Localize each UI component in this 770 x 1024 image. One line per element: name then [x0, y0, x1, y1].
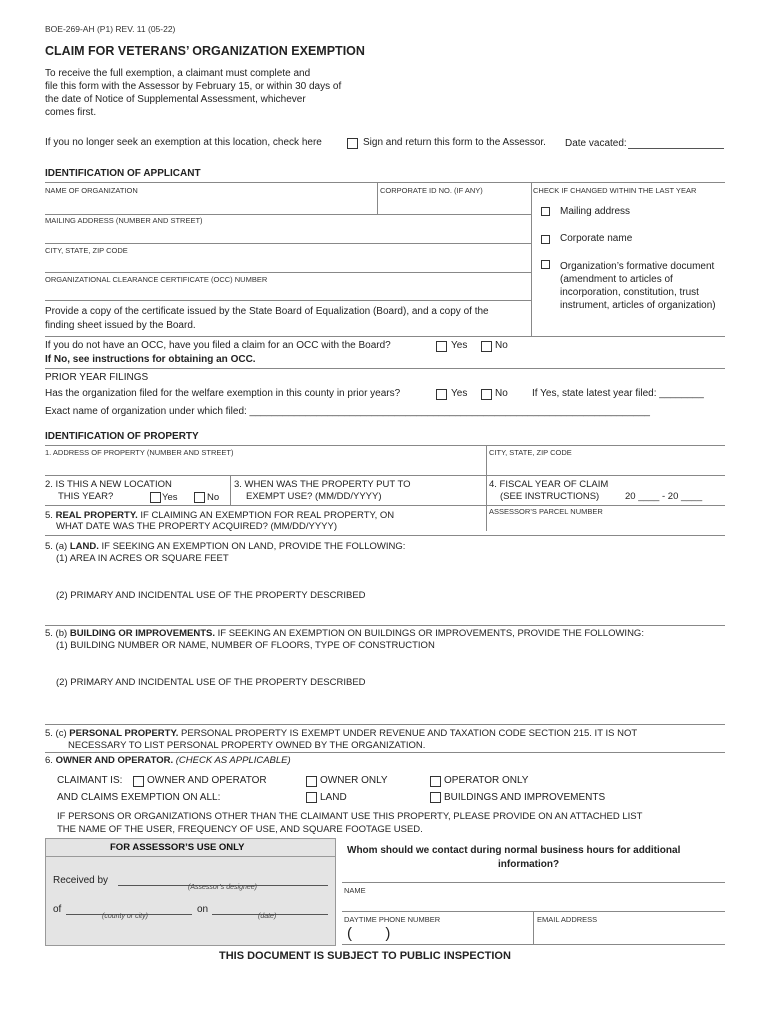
q5a-pre: 5. (a): [45, 541, 68, 552]
intro-line: file this form with the Assessor by February 15, or within 30 days of: [45, 81, 342, 92]
form-title: CLAIM FOR VETERANS’ ORGANIZATION EXEMPTION: [45, 44, 365, 58]
q5b-2-field[interactable]: [56, 690, 722, 722]
buildings-label: BUILDINGS AND IMPROVEMENTS: [444, 792, 606, 803]
q5b-1-field[interactable]: [56, 654, 722, 676]
claims-all-label: AND CLAIMS EXEMPTION ON ALL:: [57, 792, 221, 803]
divider: [45, 272, 531, 273]
land-checkbox[interactable]: [306, 792, 317, 803]
divider: [45, 336, 725, 337]
property-heading: IDENTIFICATION OF PROPERTY: [45, 431, 199, 442]
operator-only-label: OPERATOR ONLY: [444, 775, 529, 786]
prior-yes-checkbox[interactable]: [436, 389, 447, 400]
land-label: LAND: [320, 792, 347, 803]
q5-num: 5.: [45, 510, 53, 521]
q5a-bold: LAND.: [69, 541, 99, 552]
divider: [45, 243, 531, 244]
corporate-changed-label: Corporate name: [560, 233, 633, 244]
q5c-bold: PERSONAL PROPERTY.: [69, 728, 179, 739]
property-city-label: CITY, STATE, ZIP CODE: [489, 448, 572, 457]
q5c-rest: PERSONAL PROPERTY IS EXEMPT UNDER REVENUE AND TAXATION CODE SECTION 215. IT IS NOT: [181, 728, 638, 739]
q5a-1-field[interactable]: [56, 566, 722, 586]
mailing-changed-label: Mailing address: [560, 206, 631, 217]
county-caption: (county or city): [102, 913, 148, 920]
occ-field[interactable]: [45, 285, 529, 299]
prior-heading: PRIOR YEAR FILINGS: [45, 372, 149, 383]
divider: [45, 856, 336, 857]
q2-no-label: No: [207, 492, 220, 503]
q2-no-checkbox[interactable]: [194, 492, 205, 503]
q2-yes-checkbox[interactable]: [150, 492, 161, 503]
divider: [342, 944, 725, 945]
divider: [45, 182, 725, 183]
q3-line1: 3. WHEN WAS THE PROPERTY PUT TO: [234, 479, 411, 490]
occ-label: ORGANIZATIONAL CLEARANCE CERTIFICATE (OCC) NUMBER: [45, 275, 268, 284]
q5-rest: IF CLAIMING AN EXEMPTION FOR REAL PROPERTY, ON: [140, 510, 395, 521]
occ-yes-label: Yes: [451, 340, 468, 351]
divider: [45, 300, 531, 301]
date-vacated-line[interactable]: [628, 148, 724, 149]
q6-header: [45, 756, 291, 766]
divider: [533, 911, 534, 944]
divider: [45, 724, 725, 725]
email-field[interactable]: [537, 926, 722, 942]
owner-only-label: OWNER ONLY: [320, 775, 388, 786]
prior-exact-name[interactable]: Exact name of organization under which filed: ________________________________________________________________________: [45, 406, 650, 417]
check-changed-label: CHECK IF CHANGED WITHIN THE LAST YEAR: [533, 186, 697, 195]
phone-field[interactable]: ( ): [347, 925, 391, 942]
public-inspection-notice: THIS DOCUMENT IS SUBJECT TO PUBLIC INSPECTION: [219, 950, 511, 962]
no-longer-text: If you no longer seek an exemption at this location, check here: [45, 137, 322, 148]
other-users-line1: IF PERSONS OR ORGANIZATIONS OTHER THAN THE CLAIMANT USE THIS PROPERTY, PLEASE PROVIDE ON AN ATTACHED LIST: [57, 811, 643, 822]
divider: [45, 445, 725, 446]
contact-name-field[interactable]: [344, 896, 722, 910]
intro-paragraph: [45, 67, 367, 119]
divider: [45, 368, 725, 369]
on-label: on: [197, 904, 209, 915]
q5c-header: [45, 729, 637, 739]
operator-only-checkbox[interactable]: [430, 776, 441, 787]
no-longer-checkbox[interactable]: [347, 138, 358, 149]
applicant-heading: IDENTIFICATION OF APPLICANT: [45, 168, 201, 179]
email-label: EMAIL ADDRESS: [537, 915, 598, 924]
received-by-label: Received by: [53, 875, 109, 886]
provide-copy-line: Provide a copy of the certificate issued by the State Board of Equalization (Board), and a copy of the: [45, 306, 489, 317]
intro-line: To receive the full exemption, a claimant must complete and: [45, 68, 311, 79]
assessor-box: [45, 838, 336, 946]
property-address-field[interactable]: [45, 458, 485, 474]
q6-bold: OWNER AND OPERATOR.: [55, 755, 174, 766]
mailing-label: MAILING ADDRESS (NUMBER AND STREET): [45, 216, 203, 225]
org-name-field[interactable]: [45, 196, 375, 212]
formative-changed-checkbox[interactable]: [541, 260, 550, 269]
prior-no-label: No: [495, 388, 508, 399]
q5a-2: (2) PRIMARY AND INCIDENTAL USE OF THE PROPERTY DESCRIBED: [56, 590, 366, 601]
q5-line2: WHAT DATE WAS THE PROPERTY ACQUIRED? (MM/DD/YYYY): [56, 521, 337, 532]
other-users-line2: THE NAME OF THE USER, FREQUENCY OF USE, AND SQUARE FOOTAGE USED.: [57, 824, 423, 835]
divider: [230, 475, 231, 505]
divider: [45, 475, 725, 476]
phone-label: DAYTIME PHONE NUMBER: [344, 915, 441, 924]
no-longer-text2: Sign and return this form to the Assessor.: [363, 137, 546, 148]
formative-line: Organization’s formative document: [560, 261, 715, 272]
formative-changed-label: [560, 260, 725, 312]
prior-yes-label: Yes: [451, 388, 468, 399]
divider: [45, 214, 531, 215]
q5a-rest: IF SEEKING AN EXEMPTION ON LAND, PROVIDE THE FOLLOWING:: [101, 541, 406, 552]
q2-line2: THIS YEAR?: [58, 491, 114, 502]
property-address-label: 1. ADDRESS OF PROPERTY (NUMBER AND STREET): [45, 448, 234, 457]
q5-bold: REAL PROPERTY.: [55, 510, 138, 521]
formative-line: incorporation, constitution, trust: [560, 287, 699, 298]
q5b-rest: IF SEEKING AN EXEMPTION ON BUILDINGS OR IMPROVEMENTS, PROVIDE THE FOLLOWING:: [217, 628, 644, 639]
divider: [45, 752, 725, 753]
intro-line: comes first.: [45, 107, 97, 118]
of-label: of: [53, 904, 62, 915]
q5b-pre: 5. (b): [45, 628, 68, 639]
q5c-line2: NECESSARY TO LIST PERSONAL PROPERTY OWNED BY THE ORGANIZATION.: [68, 740, 426, 751]
occ-note: If No, see instructions for obtaining an OCC.: [45, 354, 256, 365]
owner-only-checkbox[interactable]: [306, 776, 317, 787]
q5b-header: [45, 629, 644, 639]
date-vacated-label: Date vacated:: [565, 138, 627, 149]
org-name-label: NAME OF ORGANIZATION: [45, 186, 138, 195]
divider: [342, 882, 725, 883]
designee-caption: (Assessor’s designee): [188, 884, 257, 891]
q5c-pre: 5. (c): [45, 728, 67, 739]
divider: [486, 445, 487, 475]
mailing-changed-checkbox[interactable]: [541, 207, 550, 216]
owner-operator-checkbox[interactable]: [133, 776, 144, 787]
contact-heading-line1: Whom should we contact during normal business hours for additional: [347, 845, 681, 856]
buildings-checkbox[interactable]: [430, 792, 441, 803]
corporate-changed-checkbox[interactable]: [541, 235, 550, 244]
q3-line2: EXEMPT USE? (MM/DD/YYYY): [246, 491, 382, 502]
q5a-header: [45, 542, 405, 552]
occ-no-checkbox[interactable]: [481, 341, 492, 352]
prior-question: Has the organization filed for the welfare exemption in this county in prior years?: [45, 388, 401, 399]
q6-pre: 6.: [45, 755, 53, 766]
assessor-heading: FOR ASSESSOR’S USE ONLY: [110, 842, 245, 853]
contact-heading-line2: information?: [498, 859, 560, 870]
q5b-1: (1) BUILDING NUMBER OR NAME, NUMBER OF FLOORS, TYPE OF CONSTRUCTION: [56, 640, 435, 651]
divider: [531, 182, 532, 336]
occ-yes-checkbox[interactable]: [436, 341, 447, 352]
q5a-2-field[interactable]: [56, 603, 722, 623]
intro-line: the date of Notice of Supplemental Assessment, whichever: [45, 94, 306, 105]
apn-label: ASSESSOR’S PARCEL NUMBER: [489, 507, 603, 516]
city-field[interactable]: [45, 256, 529, 270]
contact-name-label: NAME: [344, 886, 366, 895]
prior-year-filed[interactable]: If Yes, state latest year filed: ________: [532, 388, 704, 399]
divider: [45, 535, 725, 536]
occ-question: If you do not have an OCC, have you filed a claim for an OCC with the Board?: [45, 340, 391, 351]
date-caption: (date): [258, 913, 277, 920]
occ-no-label: No: [495, 340, 508, 351]
claimant-is-label: CLAIMANT IS:: [57, 775, 123, 786]
divider: [377, 182, 378, 214]
apn-field[interactable]: [489, 517, 723, 531]
provide-copy-line: finding sheet issued by the Board.: [45, 320, 196, 331]
corp-id-field[interactable]: [380, 196, 528, 212]
owner-operator-label: OWNER AND OPERATOR: [147, 775, 267, 786]
q5b-bold: BUILDING OR IMPROVEMENTS.: [69, 628, 215, 639]
q5a-1: (1) AREA IN ACRES OR SQUARE FEET: [56, 553, 229, 564]
divider: [45, 505, 725, 506]
property-city-field[interactable]: [489, 458, 723, 474]
formative-line: (amendment to articles of: [560, 274, 673, 285]
q4-line1: 4. FISCAL YEAR OF CLAIM: [489, 479, 609, 490]
q6-italic: (CHECK AS APPLICABLE): [175, 755, 291, 766]
q4-fiscal-year[interactable]: 20 ____ - 20 ____: [625, 491, 703, 502]
q5-line1: [45, 511, 394, 521]
mailing-field[interactable]: [45, 226, 529, 242]
q2-line1: 2. IS THIS A NEW LOCATION: [45, 479, 172, 490]
divider: [486, 475, 487, 531]
formative-line: instrument, articles of organization): [560, 300, 716, 311]
q5b-2: (2) PRIMARY AND INCIDENTAL USE OF THE PROPERTY DESCRIBED: [56, 677, 366, 688]
q2-yes-label: Yes: [162, 492, 178, 503]
corp-id-label: CORPORATE ID NO. (IF ANY): [380, 186, 483, 195]
divider: [45, 625, 725, 626]
city-label: CITY, STATE, ZIP CODE: [45, 246, 128, 255]
form-id: BOE-269-AH (P1) REV. 11 (05-22): [45, 24, 176, 34]
prior-no-checkbox[interactable]: [481, 389, 492, 400]
q4-line2: (SEE INSTRUCTIONS): [500, 491, 600, 502]
